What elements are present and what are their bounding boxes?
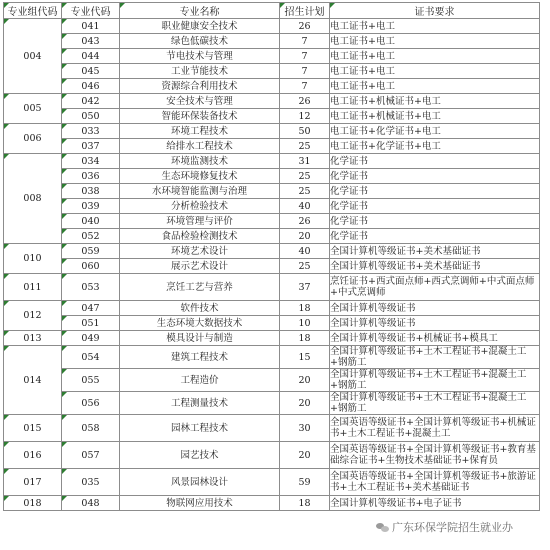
plan-cell: 50 [280, 124, 330, 139]
plan-cell: 25 [280, 259, 330, 274]
header-cert-req: 证书要求 [330, 3, 540, 19]
major-code-cell: 043 [62, 34, 120, 49]
plan-cell: 20 [280, 392, 330, 415]
group-code-cell: 005 [4, 94, 62, 124]
cert-req-cell: 全国计算机等级证书+电子证书 [330, 496, 540, 511]
cert-req-cell: 电工证书+机械证书+电工 [330, 109, 540, 124]
table-row [4, 94, 540, 109]
major-code-cell: 041 [62, 19, 120, 34]
plan-cell: 20 [280, 229, 330, 244]
table-row [4, 301, 540, 316]
cert-req-cell: 烹饪证书+西式面点师+西式烹调师+中式面点师+中式烹调师 [330, 274, 540, 301]
group-code-cell: 011 [4, 274, 62, 301]
group-code-cell: 014 [4, 346, 62, 415]
cert-req-cell: 全国计算机等级证书+土木工程证书+混凝土工+钢筋工 [330, 369, 540, 392]
major-name-cell: 园林工程技术 [120, 415, 280, 442]
major-name-cell: 工业节能技术 [120, 64, 280, 79]
cert-req-cell: 全国英语等级证书+全国计算机等级证书+旅游证书+土木工程证书+美术基础证书 [330, 469, 540, 496]
cert-req-cell: 化学证书 [330, 229, 540, 244]
table-row [4, 415, 540, 442]
group-code-cell: 008 [4, 154, 62, 244]
watermark [376, 519, 513, 535]
table-row [4, 469, 540, 496]
major-name-cell: 生态环境修复技术 [120, 169, 280, 184]
table-row [4, 109, 540, 124]
group-code-cell: 013 [4, 331, 62, 346]
cert-req-cell: 化学证书 [330, 169, 540, 184]
major-code-cell: 040 [62, 214, 120, 229]
cert-req-cell: 化学证书 [330, 214, 540, 229]
table-row [4, 49, 540, 64]
cert-req-cell: 电工证书+化学证书+电工 [330, 139, 540, 154]
major-code-cell: 044 [62, 49, 120, 64]
major-code-cell: 053 [62, 274, 120, 301]
plan-cell: 30 [280, 415, 330, 442]
major-code-cell: 055 [62, 369, 120, 392]
plan-cell: 37 [280, 274, 330, 301]
cert-req-cell: 全国计算机等级证书+机械证书+模具工 [330, 331, 540, 346]
group-code-cell: 015 [4, 415, 62, 442]
wechat-icon [376, 521, 389, 534]
cert-req-cell: 全国英语等级证书+全国计算机等级证书+教育基础综合证书+生物技术基础证书+保育员 [330, 442, 540, 469]
major-name-cell: 智能环保装备技术 [120, 109, 280, 124]
major-name-cell: 食品检验检测技术 [120, 229, 280, 244]
header-major-code: 专业代码 [62, 3, 120, 19]
table-row [4, 369, 540, 392]
plan-cell: 59 [280, 469, 330, 496]
major-name-cell: 节电技术与管理 [120, 49, 280, 64]
major-code-cell: 060 [62, 259, 120, 274]
group-code-cell: 010 [4, 244, 62, 274]
major-code-cell: 037 [62, 139, 120, 154]
major-code-cell: 039 [62, 199, 120, 214]
major-name-cell: 职业健康安全技术 [120, 19, 280, 34]
major-code-cell: 054 [62, 346, 120, 369]
table-row [4, 274, 540, 301]
table-row [4, 124, 540, 139]
table-row [4, 331, 540, 346]
plan-cell: 26 [280, 94, 330, 109]
plan-cell: 18 [280, 496, 330, 511]
table-row [4, 346, 540, 369]
major-code-cell: 057 [62, 442, 120, 469]
plan-cell: 7 [280, 34, 330, 49]
plan-cell: 25 [280, 169, 330, 184]
plan-cell: 18 [280, 331, 330, 346]
table-row [4, 244, 540, 259]
major-name-cell: 建筑工程技术 [120, 346, 280, 369]
cert-req-cell: 电工证书+电工 [330, 64, 540, 79]
cert-req-cell: 化学证书 [330, 154, 540, 169]
major-name-cell: 园艺技术 [120, 442, 280, 469]
cert-req-cell: 全国计算机等级证书 [330, 301, 540, 316]
table-row [4, 392, 540, 415]
cert-req-cell: 全国计算机等级证书+土木工程证书+混凝土工+钢筋工 [330, 346, 540, 369]
plan-cell: 26 [280, 214, 330, 229]
cert-req-cell: 全国计算机等级证书+美术基础证书 [330, 244, 540, 259]
table-row [4, 184, 540, 199]
table-row [4, 442, 540, 469]
cert-req-cell: 电工证书+电工 [330, 79, 540, 94]
plan-cell: 40 [280, 244, 330, 259]
major-name-cell: 工程造价 [120, 369, 280, 392]
group-code-cell: 018 [4, 496, 62, 511]
major-name-cell: 风景园林设计 [120, 469, 280, 496]
major-name-cell: 分析检验技术 [120, 199, 280, 214]
table-row [4, 19, 540, 34]
major-code-cell: 052 [62, 229, 120, 244]
header-row [4, 3, 540, 19]
major-code-cell: 036 [62, 169, 120, 184]
table-body [4, 19, 540, 511]
cert-req-cell: 化学证书 [330, 199, 540, 214]
table-row [4, 199, 540, 214]
header-plan: 招生计划 [280, 3, 330, 19]
major-name-cell: 软件技术 [120, 301, 280, 316]
table-row [4, 79, 540, 94]
major-code-cell: 033 [62, 124, 120, 139]
plan-cell: 7 [280, 64, 330, 79]
cert-req-cell: 化学证书 [330, 184, 540, 199]
plan-cell: 31 [280, 154, 330, 169]
cert-req-cell: 电工证书+机械证书+电工 [330, 94, 540, 109]
major-code-cell: 048 [62, 496, 120, 511]
plan-cell: 20 [280, 442, 330, 469]
major-name-cell: 绿色低碳技术 [120, 34, 280, 49]
table-row [4, 154, 540, 169]
plan-cell: 7 [280, 49, 330, 64]
table-row [4, 139, 540, 154]
header-major-name: 专业名称 [120, 3, 280, 19]
table-row [4, 64, 540, 79]
cert-req-cell: 电工证书+电工 [330, 49, 540, 64]
plan-cell: 25 [280, 139, 330, 154]
major-name-cell: 烹饪工艺与营养 [120, 274, 280, 301]
major-code-cell: 046 [62, 79, 120, 94]
major-code-cell: 047 [62, 301, 120, 316]
cert-req-cell: 电工证书+化学证书+电工 [330, 124, 540, 139]
plan-cell: 26 [280, 19, 330, 34]
major-code-cell: 050 [62, 109, 120, 124]
table-row [4, 229, 540, 244]
major-code-cell: 038 [62, 184, 120, 199]
major-name-cell: 环境艺术设计 [120, 244, 280, 259]
plan-cell: 15 [280, 346, 330, 369]
plan-cell: 10 [280, 316, 330, 331]
cert-req-cell: 电工证书+电工 [330, 19, 540, 34]
plan-cell: 12 [280, 109, 330, 124]
major-code-cell: 045 [62, 64, 120, 79]
major-code-cell: 059 [62, 244, 120, 259]
major-code-cell: 034 [62, 154, 120, 169]
major-code-cell: 051 [62, 316, 120, 331]
table-row [4, 496, 540, 511]
major-code-cell: 035 [62, 469, 120, 496]
cert-req-cell: 全国计算机等级证书+土木工程证书+混凝土工+钢筋工 [330, 392, 540, 415]
major-code-cell: 058 [62, 415, 120, 442]
major-code-cell: 042 [62, 94, 120, 109]
group-code-cell: 012 [4, 301, 62, 331]
table-row [4, 169, 540, 184]
table-row [4, 34, 540, 49]
major-name-cell: 给排水工程技术 [120, 139, 280, 154]
table-row [4, 214, 540, 229]
major-name-cell: 展示艺术设计 [120, 259, 280, 274]
plan-cell: 40 [280, 199, 330, 214]
major-code-cell: 049 [62, 331, 120, 346]
header-group-code: 专业组代码 [4, 3, 62, 19]
major-name-cell: 水环境智能监测与治理 [120, 184, 280, 199]
plan-cell: 20 [280, 369, 330, 392]
table-row [4, 316, 540, 331]
major-name-cell: 环境工程技术 [120, 124, 280, 139]
cert-req-cell: 全国英语等级证书+全国计算机等级证书+机械证书+土木工程证书+混凝土工 [330, 415, 540, 442]
major-code-cell: 056 [62, 392, 120, 415]
watermark-text: 广东环保学院招生就业办 [392, 521, 513, 534]
plan-cell: 25 [280, 184, 330, 199]
plan-cell: 18 [280, 301, 330, 316]
major-name-cell: 环境监测技术 [120, 154, 280, 169]
enrollment-table [3, 2, 540, 511]
cert-req-cell: 全国计算机等级证书+美术基础证书 [330, 259, 540, 274]
major-name-cell: 安全技术与管理 [120, 94, 280, 109]
table-row [4, 259, 540, 274]
major-name-cell: 资源综合利用技术 [120, 79, 280, 94]
major-name-cell: 环境管理与评价 [120, 214, 280, 229]
group-code-cell: 006 [4, 124, 62, 154]
group-code-cell: 004 [4, 19, 62, 94]
group-code-cell: 016 [4, 442, 62, 469]
major-name-cell: 模具设计与制造 [120, 331, 280, 346]
major-name-cell: 物联网应用技术 [120, 496, 280, 511]
group-code-cell: 017 [4, 469, 62, 496]
major-name-cell: 生态环境大数据技术 [120, 316, 280, 331]
major-name-cell: 工程测量技术 [120, 392, 280, 415]
plan-cell: 7 [280, 79, 330, 94]
cert-req-cell: 全国计算机等级证书 [330, 316, 540, 331]
cert-req-cell: 电工证书+电工 [330, 34, 540, 49]
